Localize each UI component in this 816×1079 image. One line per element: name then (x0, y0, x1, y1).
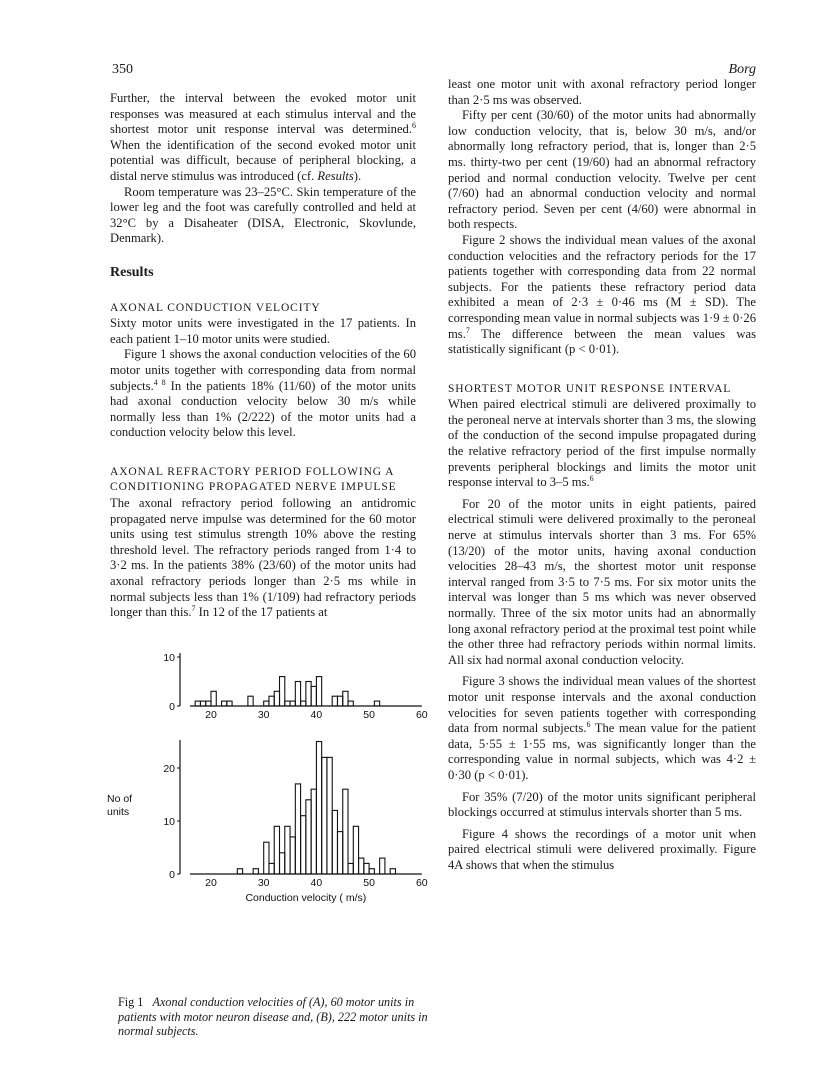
histogram-bar-A (195, 701, 200, 706)
paragraph: Fifty per cent (30/60) of the motor units had abnormally low conduction velocity, that is, below 30 m/s, and/or abnormally long refractory period, that is, longer than 2·5 ms. thirty-two per cent (19/60) had an abnormal refractory period and normal conduction velocity. Twelve per cent (7/60) had an abnormal conduction velocity and normal refractory period. Seven per cent (4/60) were abnormal in both respects. (448, 108, 756, 232)
histogram-bar-A (264, 701, 269, 706)
paragraph: Figure 1 shows the axonal conduction velocities of the 60 motor units together with corresponding data from normal subjects.$^{4 8}$ In the patients 18% (11/60) of the motor units had axonal conduction velocity below 30 m/s while normally less than 1% (2/222) of the motor units had a conduction velocity below this level. (110, 347, 416, 440)
histogram-bar-A (343, 691, 348, 706)
histogram-bar-A (348, 701, 353, 706)
paragraph: least one motor unit with axonal refractory period longer than 2·5 ms was observed. (448, 77, 756, 107)
x-tick-label: 50 (363, 877, 375, 889)
paragraph: For 35% (7/20) of the motor units significant peripheral blockings occurred at stimulus intervals shorter than 5 ms. (448, 789, 756, 820)
right-column (448, 77, 756, 874)
histogram-bar-B (343, 789, 348, 874)
histogram-bar-A (290, 701, 295, 706)
histogram-bar-B (332, 810, 337, 874)
histogram-bar-A (206, 701, 211, 706)
histogram-bar-B (353, 826, 358, 874)
x-tick-label: 60 (415, 709, 428, 721)
paragraph: Figure 4 shows the recordings of a motor unit when paired electrical stimuli were delivered proximally. Figure 4A shows that when the stimulus (448, 826, 756, 872)
histogram-bar-B (306, 800, 311, 874)
histogram-bar-B (264, 842, 269, 874)
histogram-bar-B (301, 816, 306, 874)
histogram-bar-B (290, 837, 295, 874)
histogram-bar-A (316, 677, 321, 706)
x-tick-label: 20 (205, 877, 217, 889)
histogram-bar-A (332, 696, 337, 706)
histogram-bar-B (327, 757, 332, 874)
y-tick-label: 20 (163, 763, 175, 775)
running-head: Borg (728, 62, 756, 77)
y-tick-label: 0 (169, 701, 175, 713)
histogram-bar-B (295, 784, 300, 874)
paragraph: Sixty motor units were investigated in the 17 patients. In each patient 1–10 motor units were studied. (110, 316, 416, 346)
histogram-bar-A (227, 701, 232, 706)
paragraph: The axonal refractory period following an antidromic propagated nerve impulse was determined for the 60 motor units using test stimulus strength 10% above the resting threshold level. The refractory periods ranged from 1·4 to 3·2 ms. In the patients 38% (23/60) of the motor units had axonal refractory periods longer than 2·5 ms while in normal subjects less than 1% (1/109) had refractory periods longer than this.$^7$ In 12 of the 17 patients at (110, 496, 416, 620)
figure-1-histograms (100, 645, 440, 990)
histogram-bar-B (316, 742, 321, 875)
histogram-bar-A (306, 682, 311, 707)
histogram-bar-B (359, 858, 364, 874)
histogram-bar-A (337, 696, 342, 706)
histogram-bar-A (200, 701, 205, 706)
y-axis-label: units (107, 806, 130, 818)
histogram-bar-A (301, 701, 306, 706)
histogram-bar-B (285, 826, 290, 874)
histogram-bar-B (369, 869, 374, 874)
paragraph: Room temperature was 23–25°C. Skin temperature of the lower leg and the foot was carefully controlled and held at 32°C by a Disaheater (DISA, Electronic, Skovlunde, Denmark). (110, 184, 416, 246)
y-tick-label: 10 (163, 652, 175, 664)
histogram-bar-A (280, 677, 285, 706)
x-tick-label: 50 (363, 709, 375, 721)
y-axis-label: No of (107, 793, 133, 805)
x-tick-label: 40 (310, 877, 323, 889)
histogram-bar-B (237, 869, 242, 874)
paragraph: Figure 3 shows the individual mean values of the shortest motor unit response intervals and the axonal conduction velocities for seven patients together with corresponding data from normal subjects.$^6$ The mean value for the patient data, 5·55 ± 1·55 ms, was significantly longer than the corresponding value in normal subjects, which was 4·2 ± 0·30 (p < 0·01). (448, 674, 756, 782)
histogram-bar-A (285, 701, 290, 706)
histogram-bar-B (390, 869, 395, 874)
histogram-bar-B (380, 858, 385, 874)
histogram-bar-B (280, 853, 285, 874)
histogram-bar-A (295, 682, 300, 707)
histogram-bar-A (311, 686, 316, 706)
histogram-bar-B (322, 757, 327, 874)
histogram-bar-B (274, 826, 279, 874)
histogram-bar-A (274, 691, 279, 706)
x-tick-label: 40 (310, 709, 323, 721)
page-number: 350 (112, 62, 133, 77)
paragraph: For 20 of the motor units in eight patients, paired electrical stimuli were delivered proximally to the peroneal nerve at stimulus intervals shorter than 3 ms. For 65% (13/20) of the motor units, having axonal conduction velocities 28–43 m/s, the shortest motor unit response interval ranged from 3·5 to 7·5 ms. For six motor units the interval was longer than 5 ms which was never observed normally. Three of the six motor units had an abnormally long axonal refractory period at the proximal test point while the other three had refractory periods within normal limits. All six had normal axonal conduction velocity. (448, 496, 756, 667)
histogram-bar-A (269, 696, 274, 706)
paragraph: Figure 2 shows the individual mean values of the axonal conduction velocities and the refractory periods for the 17 patients together with corresponding data from 22 normal subjects. For the patients these refractory period data exhibited a mean of 2·3 ± 0·46 ms (M ± SD). The corresponding mean value in normal subjects was 1·9 ± 0·26 ms.$^7$ The difference between the mean values was statistically significant (p < 0·01). (448, 232, 756, 357)
paragraph: Further, the interval between the evoked motor unit responses was measured at each stimulus interval and the shortest motor unit response interval was determined.$^6$ When the identification of the second evoked motor unit potential was difficult, because of peripheral blocking, a distal nerve stimulus was introduced (cf. Results). (110, 91, 416, 183)
histogram-bar-A (374, 701, 379, 706)
y-tick-label: 10 (163, 816, 175, 828)
histogram-bar-B (337, 832, 342, 874)
histogram-bar-A (222, 701, 227, 706)
figure-caption: Fig 1 Axonal conduction velocities of (A), 60 motor units in patients with motor neuron disease and, (B), 222 motor units in normal subjects. (118, 995, 428, 1038)
histogram-bar-B (348, 863, 353, 874)
subsection-heading: AXONAL REFRACTORY PERIOD FOLLOWING A CONDITIONING PROPAGATED NERVE IMPULSE (110, 465, 397, 494)
x-tick-label: 30 (257, 877, 270, 889)
histogram-bar-B (364, 863, 369, 874)
y-tick-label: 0 (169, 869, 175, 881)
x-tick-label: 30 (257, 709, 270, 721)
section-heading-results: Results (110, 264, 154, 280)
histogram-bar-A (248, 696, 253, 706)
x-tick-label: 60 (415, 877, 428, 889)
histogram-bar-B (311, 789, 316, 874)
subsection-heading: SHORTEST MOTOR UNIT RESPONSE INTERVAL (448, 382, 732, 395)
x-tick-label: 20 (205, 709, 217, 721)
paragraph: When paired electrical stimuli are delivered proximally to the peroneal nerve at intervals shorter than 3 ms, the slowing of the conduction of the second impulse propagated during the relative refractory period of the first impulse normally prevents peripheral blockings and limits the motor unit response interval to 3–5 ms.$^6$ (448, 397, 756, 490)
x-axis-label: Conduction velocity ( m/s) (245, 892, 367, 904)
histogram-bar-B (269, 863, 274, 874)
left-column (110, 91, 416, 621)
histogram-bar-A (211, 691, 216, 706)
histogram-bar-B (253, 869, 258, 874)
subsection-heading: AXONAL CONDUCTION VELOCITY (110, 301, 321, 314)
